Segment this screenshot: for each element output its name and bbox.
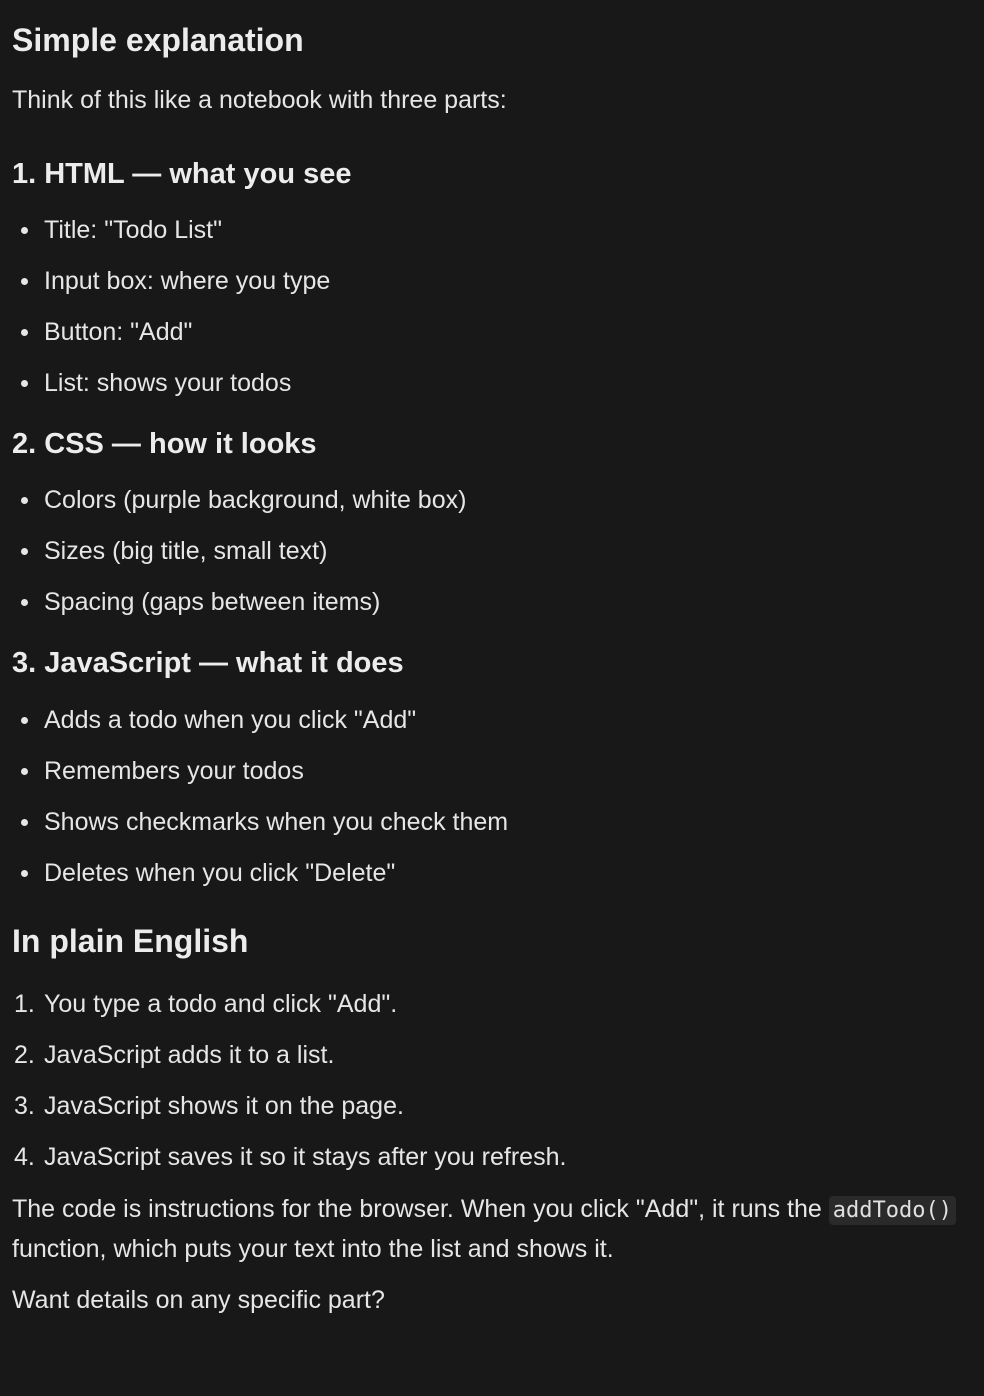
bullet-icon	[21, 380, 28, 387]
bullet-icon	[21, 717, 28, 724]
bullet-icon	[21, 768, 28, 775]
bullet-icon	[21, 329, 28, 336]
list-item-text: Deletes when you click "Delete"	[44, 859, 396, 887]
step-number: 1.	[14, 990, 35, 1018]
list-item-text: Colors (purple background, white box)	[44, 486, 467, 514]
list-item	[12, 316, 972, 348]
list-item-text: Shows checkmarks when you check them	[44, 808, 509, 836]
bullet-icon	[21, 819, 28, 826]
bullet-icon	[21, 870, 28, 877]
intro-text: Think of this like a notebook with three parts:	[12, 86, 507, 114]
javascript-items-list	[12, 704, 972, 889]
step-number: 4.	[14, 1143, 35, 1171]
step-text: JavaScript adds it to a list.	[44, 1041, 335, 1069]
step-item	[12, 1141, 972, 1173]
paragraph-text-after: function, which puts your text into the list and shows it.	[12, 1235, 614, 1263]
bullet-icon	[21, 278, 28, 285]
list-item	[12, 367, 972, 399]
step-text: JavaScript saves it so it stays after you refresh.	[44, 1143, 567, 1171]
list-item	[12, 214, 972, 246]
list-item-text: Sizes (big title, small text)	[44, 537, 328, 565]
step-text: JavaScript shows it on the page.	[44, 1092, 404, 1120]
list-item-text: Spacing (gaps between items)	[44, 588, 381, 616]
bullet-icon	[21, 599, 28, 606]
list-item-text: Adds a todo when you click "Add"	[44, 706, 417, 734]
closing-question: Want details on any specific part?	[12, 1286, 385, 1314]
section-heading-javascript: 3. JavaScript — what it does	[12, 647, 404, 679]
paragraph-text-before: The code is instructions for the browser. When you click "Add", it runs the	[12, 1195, 829, 1223]
bullet-icon	[21, 497, 28, 504]
step-text: You type a todo and click "Add".	[44, 990, 398, 1018]
css-items-list	[12, 484, 972, 618]
page-title: Simple explanation	[12, 22, 304, 58]
section-heading-html: 1. HTML — what you see	[12, 158, 352, 190]
step-item	[12, 1039, 972, 1071]
list-item	[12, 535, 972, 567]
list-item	[12, 755, 972, 787]
list-item	[12, 586, 972, 618]
list-item	[12, 704, 972, 736]
bullet-icon	[21, 227, 28, 234]
plain-english-steps	[12, 988, 972, 1173]
code-explanation-paragraph	[12, 1190, 972, 1269]
plain-english-heading: In plain English	[12, 923, 249, 959]
step-number: 2.	[14, 1041, 35, 1069]
list-item	[12, 484, 972, 516]
list-item-text: Input box: where you type	[44, 267, 331, 295]
list-item	[12, 806, 972, 838]
html-items-list	[12, 214, 972, 399]
step-item	[12, 1090, 972, 1122]
step-number: 3.	[14, 1092, 35, 1120]
function-code: addTodo()	[829, 1196, 956, 1225]
list-item-text: Button: "Add"	[44, 318, 193, 346]
list-item-text: Remembers your todos	[44, 757, 304, 785]
section-heading-css: 2. CSS — how it looks	[12, 428, 317, 460]
list-item	[12, 265, 972, 297]
bullet-icon	[21, 548, 28, 555]
list-item	[12, 857, 972, 889]
list-item-text: List: shows your todos	[44, 369, 292, 397]
list-item-text: Title: "Todo List"	[44, 216, 223, 244]
step-item	[12, 988, 972, 1020]
